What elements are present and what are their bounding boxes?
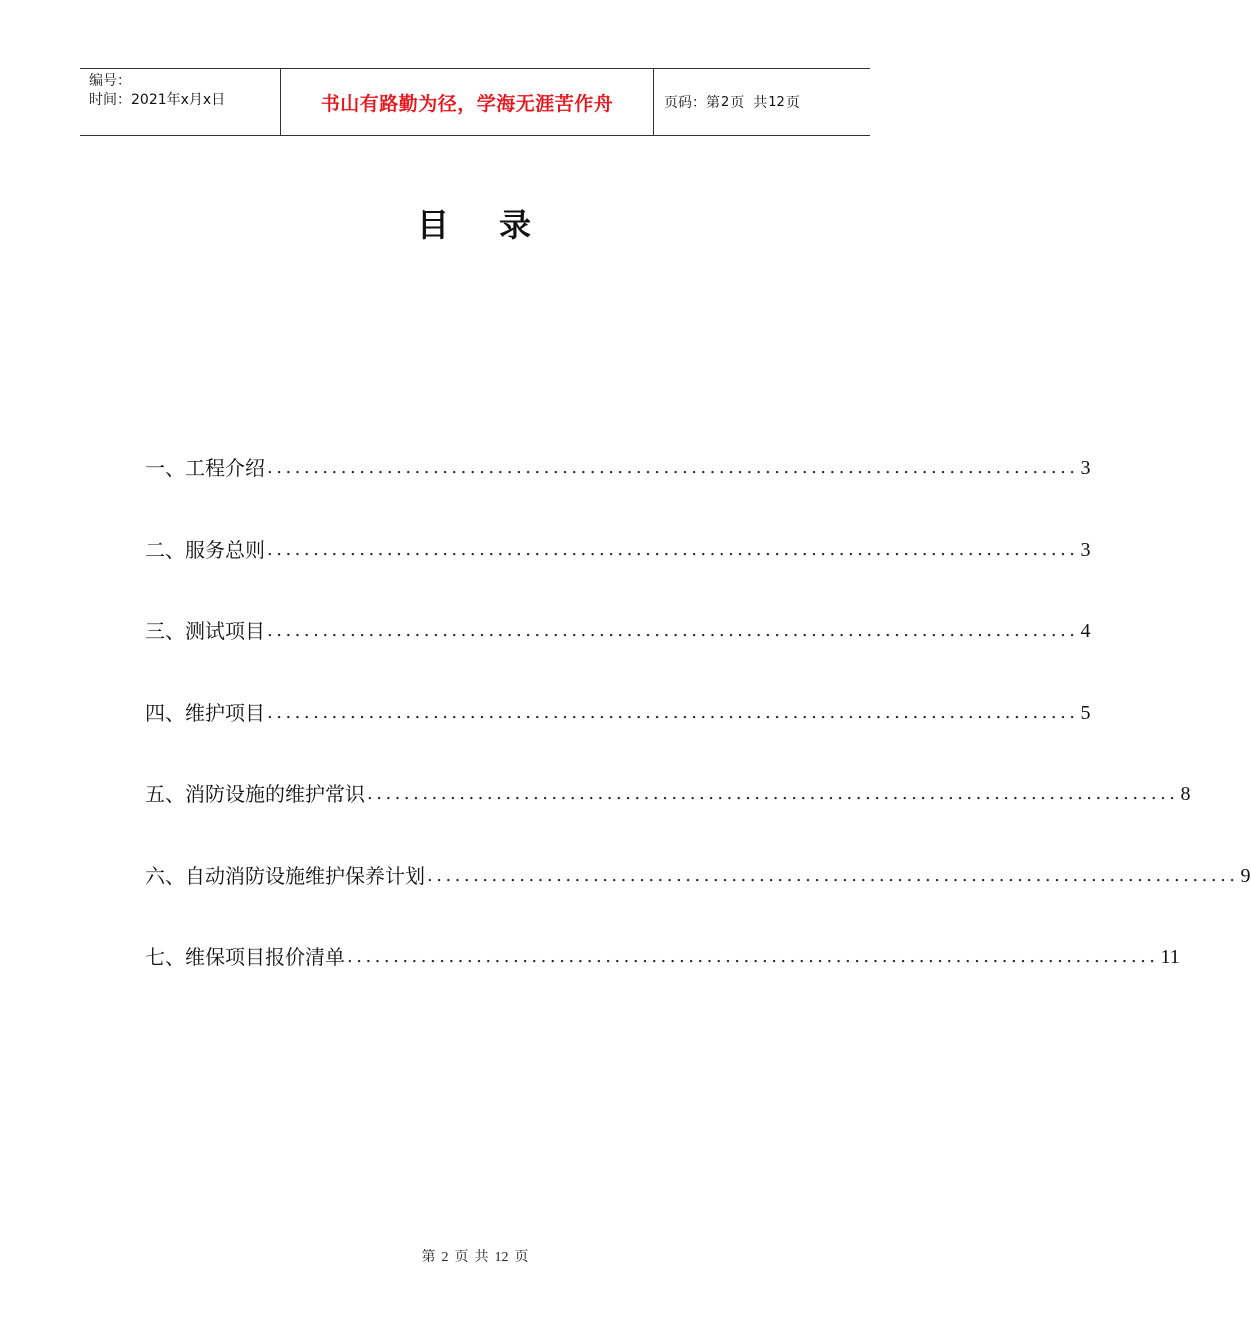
page-title — [0, 200, 950, 246]
page-title-char-2: 录 — [499, 206, 534, 244]
toc-leader-dots: ........................................................................................ — [267, 702, 1079, 723]
toc-entry[interactable] — [145, 930, 1180, 970]
header-date-label: 时间：2021年x月x日 — [89, 92, 226, 108]
header-page-label: 页码：第 — [664, 95, 720, 111]
toc-entry-label: 三、测试项目 — [145, 619, 265, 643]
footer-page-unit: 页 — [454, 1250, 469, 1265]
toc-entry-page: 9 — [1240, 865, 1251, 887]
footer-page-total: 12 — [494, 1250, 509, 1265]
header-total-unit: 页 — [785, 95, 800, 111]
toc-leader-dots: ........................................................................................ — [267, 457, 1079, 478]
toc-entry-page: 3 — [1080, 457, 1091, 479]
toc-entry-label: 四、维护项目 — [145, 701, 265, 725]
toc-entry[interactable] — [145, 686, 1091, 726]
toc-entry-page: 8 — [1180, 783, 1191, 805]
header-meta — [80, 69, 281, 135]
toc-entry-page: 11 — [1160, 946, 1180, 968]
header-page-info — [654, 69, 870, 135]
footer-page-current: 2 — [441, 1250, 449, 1265]
toc-entry[interactable] — [145, 767, 1191, 807]
toc-entry-label: 五、消防设施的维护常识 — [145, 782, 365, 806]
header-page-unit: 页 — [730, 95, 745, 111]
toc-entry[interactable] — [145, 441, 1091, 481]
toc-leader-dots: ........................................................................................ — [347, 946, 1159, 967]
toc-leader-dots: ........................................................................................ — [267, 539, 1079, 560]
toc-entry-label: 一、工程介绍 — [145, 456, 265, 480]
toc-entry-label: 六、自动消防设施维护保养计划 — [145, 864, 425, 888]
header-page-total: 12 — [768, 94, 785, 110]
header-page-current: 2 — [721, 94, 730, 110]
page-footer — [0, 1246, 950, 1266]
toc-entry[interactable] — [145, 604, 1091, 644]
footer-page-prefix: 第 — [421, 1250, 436, 1265]
toc-entry-page: 3 — [1080, 539, 1091, 561]
page-title-char-1: 目 — [416, 206, 451, 244]
toc-entry[interactable] — [145, 523, 1091, 563]
toc-entry-page: 4 — [1080, 620, 1091, 642]
toc-entry-label: 二、服务总则 — [145, 538, 265, 562]
toc-leader-dots: ........................................................................................ — [427, 865, 1239, 886]
header-motto: 书山有路勤为径，学海无涯苦作舟 — [281, 69, 654, 135]
toc-entry-label: 七、维保项目报价清单 — [145, 945, 345, 969]
toc-leader-dots: ........................................................................................ — [367, 783, 1179, 804]
footer-total-prefix: 共 — [474, 1250, 489, 1265]
page-header — [80, 68, 870, 136]
toc-entry-page: 5 — [1080, 702, 1091, 724]
toc-leader-dots: ........................................................................................ — [267, 620, 1079, 641]
toc-entry[interactable] — [145, 849, 1251, 889]
header-number-label: 编号： — [89, 73, 131, 89]
header-total-label: 共 — [753, 95, 768, 111]
footer-total-unit: 页 — [514, 1250, 529, 1265]
